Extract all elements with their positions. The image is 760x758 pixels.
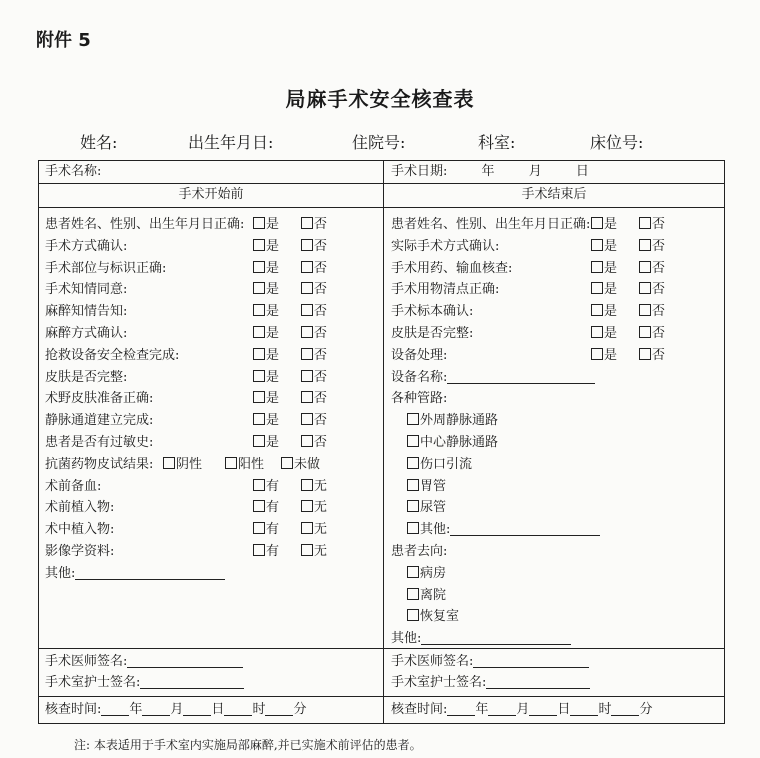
yes-checkbox[interactable] [253, 239, 265, 251]
destination-checkbox[interactable] [407, 566, 419, 578]
surgery-name-label: 手术名称: [45, 164, 102, 179]
before-check-row [45, 366, 379, 386]
option-label: 否 [314, 260, 328, 276]
check-label: 麻醉知情告知: [45, 304, 128, 320]
option-label: 否 [314, 391, 328, 407]
no-checkbox[interactable] [301, 217, 313, 229]
option-label: 有 [266, 544, 280, 559]
yes-checkbox[interactable] [591, 217, 603, 229]
before-check-row [45, 387, 379, 407]
no-option [639, 235, 665, 254]
footnote: 注: 本表适用于手术室内实施局部麻醉,并已实施术前评估的患者。 [74, 738, 422, 752]
before-check-row [45, 235, 379, 255]
have-option [253, 496, 279, 515]
before-surgery-header: 手术开始前 [178, 187, 244, 202]
after-check-row [391, 300, 721, 320]
tube-checkbox[interactable] [407, 435, 419, 447]
no-option [301, 213, 327, 232]
yes-checkbox[interactable] [591, 282, 603, 294]
fill-line[interactable] [447, 382, 595, 384]
after-check-row [391, 235, 721, 255]
no-option [639, 257, 665, 276]
tube-checkbox[interactable] [407, 522, 419, 534]
option-label: 无 [314, 544, 328, 559]
tube-checkbox[interactable] [407, 457, 419, 469]
option-label: 是 [266, 238, 280, 254]
before-havenone-row [45, 540, 379, 560]
yes-option [591, 235, 617, 254]
no-checkbox[interactable] [301, 282, 313, 294]
yes-checkbox[interactable] [253, 304, 265, 316]
none-option [301, 518, 327, 537]
no-option [639, 300, 665, 319]
option-label: 无 [314, 522, 328, 538]
before-check-row [45, 409, 379, 429]
option-label: 否 [314, 326, 328, 341]
no-option [301, 366, 327, 385]
none-checkbox[interactable] [301, 479, 313, 491]
nurse-sign-right: 手术室护士签名: [391, 673, 590, 693]
after-other-row [391, 627, 721, 647]
yes-option [591, 278, 617, 297]
check-time-left: 核查时间: 年 月 日 时 分 [45, 702, 307, 717]
none-checkbox[interactable] [301, 522, 313, 534]
before-other-row [45, 562, 379, 582]
option-label: 否 [652, 282, 666, 298]
check-label: 手术方式确认: [45, 238, 128, 254]
skin-test-row [45, 453, 379, 473]
tube-option-row [391, 409, 721, 429]
yes-checkbox[interactable] [253, 370, 265, 382]
no-checkbox[interactable] [639, 348, 651, 360]
option-label: 阴性 [176, 456, 203, 472]
yes-option [253, 235, 279, 254]
option-label: 是 [604, 326, 618, 341]
yes-checkbox[interactable] [591, 261, 603, 273]
before-check-row [45, 300, 379, 320]
before-check-row [45, 257, 379, 277]
option-label: 是 [266, 413, 280, 429]
no-option [301, 409, 327, 428]
no-checkbox[interactable] [639, 282, 651, 294]
tube-option [407, 453, 472, 472]
no-checkbox[interactable] [639, 239, 651, 251]
option-label: 否 [314, 347, 328, 363]
yes-checkbox[interactable] [253, 413, 265, 425]
no-checkbox[interactable] [301, 435, 313, 447]
device-name-label: 设备名称: [391, 369, 448, 385]
before-check-row [45, 431, 379, 451]
skin-test-option [163, 453, 202, 472]
no-checkbox[interactable] [301, 304, 313, 316]
before-havenone-row [45, 475, 379, 495]
check-label: 麻醉方式确认: [45, 326, 128, 341]
no-checkbox[interactable] [301, 391, 313, 403]
option-label: 有 [266, 500, 280, 516]
option-label: 病房 [420, 565, 447, 581]
skin-test-option [281, 453, 320, 472]
no-checkbox[interactable] [301, 326, 313, 338]
option-label: 否 [314, 217, 328, 232]
before-check-row [45, 344, 379, 364]
yes-checkbox[interactable] [253, 326, 265, 338]
none-option [301, 475, 327, 494]
tube-checkbox[interactable] [407, 413, 419, 425]
yes-checkbox[interactable] [591, 348, 603, 360]
option-label: 是 [266, 260, 280, 276]
option-label: 否 [314, 304, 328, 320]
yes-option [591, 322, 617, 341]
after-other-field[interactable] [391, 627, 571, 646]
yes-option [253, 344, 279, 363]
option-label: 是 [604, 347, 618, 363]
check-label: 术前植入物: [45, 500, 115, 516]
device-name-field[interactable] [391, 366, 595, 385]
destination-option [407, 584, 446, 603]
tube-checkbox[interactable] [407, 500, 419, 512]
yes-option [253, 431, 279, 450]
tube-option [407, 431, 498, 450]
yes-checkbox[interactable] [591, 239, 603, 251]
option-label: 是 [266, 326, 280, 341]
before-havenone-row [45, 518, 379, 538]
destination-option-row [391, 584, 721, 604]
tube-option-row [391, 518, 721, 538]
none-checkbox[interactable] [301, 500, 313, 512]
check-label: 手术用药、输血核查: [391, 260, 513, 276]
before-check-row [45, 278, 379, 298]
none-checkbox[interactable] [301, 544, 313, 556]
option-label: 否 [652, 260, 666, 276]
info-department: 科室: [478, 133, 516, 152]
option-label: 是 [266, 391, 280, 407]
have-checkbox[interactable] [253, 479, 265, 491]
no-checkbox[interactable] [301, 413, 313, 425]
option-label: 阳性 [238, 456, 265, 472]
option-label: 否 [652, 347, 666, 363]
destination-option [407, 562, 446, 581]
check-label: 术前备血: [45, 478, 102, 494]
have-option [253, 540, 279, 559]
fill-line[interactable] [450, 534, 600, 536]
yes-checkbox[interactable] [253, 217, 265, 229]
yes-checkbox[interactable] [253, 391, 265, 403]
no-checkbox[interactable] [639, 304, 651, 316]
option-label: 是 [266, 369, 280, 385]
none-option [301, 496, 327, 515]
yes-option [253, 257, 279, 276]
option-label: 是 [266, 435, 280, 450]
fill-line[interactable] [421, 643, 571, 645]
no-option [639, 322, 665, 341]
have-checkbox[interactable] [253, 544, 265, 556]
checklist-table [38, 160, 725, 724]
tube-option-row [391, 453, 721, 473]
tube-option [407, 475, 446, 494]
no-option [301, 344, 327, 363]
no-checkbox[interactable] [301, 370, 313, 382]
option-label: 其他: [420, 522, 451, 538]
option-label: 未做 [294, 456, 321, 472]
tubes-row [391, 387, 721, 407]
info-birthdate: 出生年月日: [188, 133, 274, 152]
skin-test-checkbox[interactable] [163, 457, 175, 469]
tube-option-row [391, 431, 721, 451]
option-label: 是 [604, 260, 618, 276]
option-label: 离院 [420, 587, 447, 603]
no-option [301, 278, 327, 297]
check-label: 静脉通道建立完成: [45, 413, 154, 429]
skin-test-label: 抗菌药物皮试结果: [45, 456, 154, 472]
info-name: 姓名: [80, 133, 118, 152]
check-label: 患者是否有过敏史: [45, 435, 154, 450]
nurse-sign-left: 手术室护士签名: [45, 673, 244, 693]
no-checkbox[interactable] [301, 261, 313, 273]
no-option [301, 322, 327, 341]
check-label: 抢救设备安全检查完成: [45, 347, 180, 363]
check-label: 手术标本确认: [391, 304, 474, 320]
tube-checkbox[interactable] [407, 479, 419, 491]
after-check-row [391, 344, 721, 364]
no-option [301, 235, 327, 254]
have-checkbox[interactable] [253, 500, 265, 512]
no-checkbox[interactable] [301, 239, 313, 251]
after-surgery-header: 手术结束后 [521, 187, 587, 202]
option-label: 否 [652, 238, 666, 254]
yes-option [591, 300, 617, 319]
info-admission-no: 住院号: [352, 133, 406, 152]
option-label: 否 [314, 413, 328, 429]
yes-option [591, 257, 617, 276]
destination-checkbox[interactable] [407, 588, 419, 600]
have-checkbox[interactable] [253, 522, 265, 534]
option-label: 有 [266, 478, 280, 494]
yes-checkbox[interactable] [253, 282, 265, 294]
other-label: 其他: [391, 631, 422, 647]
yes-checkbox[interactable] [253, 348, 265, 360]
option-label: 是 [604, 282, 618, 298]
option-label: 尿管 [420, 500, 447, 516]
skin-test-option [225, 453, 264, 472]
yes-checkbox[interactable] [253, 435, 265, 447]
tube-option [407, 496, 446, 515]
check-label: 患者姓名、性别、出生年月日正确: [391, 217, 591, 232]
yes-option [253, 213, 279, 232]
option-label: 否 [314, 238, 328, 254]
option-label: 否 [314, 282, 328, 298]
yes-checkbox[interactable] [591, 304, 603, 316]
option-label: 否 [314, 435, 328, 450]
after-check-row [391, 213, 721, 233]
tube-option [407, 409, 498, 428]
no-option [301, 387, 327, 406]
have-option [253, 518, 279, 537]
surgeon-sign-right: 手术医师签名: [391, 652, 589, 672]
yes-option [253, 366, 279, 385]
before-check-row [45, 213, 379, 233]
yes-option [253, 300, 279, 319]
attachment-label: 附件 5 [36, 30, 91, 51]
have-option [253, 475, 279, 494]
after-check-row [391, 278, 721, 298]
surgery-date: 手术日期: 年 月 日 [391, 164, 589, 179]
after-check-row [391, 257, 721, 277]
form-title: 局麻手术安全核查表 [285, 87, 475, 111]
destination-option-row [391, 562, 721, 582]
option-label: 有 [266, 522, 280, 538]
option-label: 中心静脉通路 [420, 435, 499, 450]
tube-option-row [391, 496, 721, 516]
check-label: 皮肤是否完整: [391, 326, 474, 341]
no-checkbox[interactable] [639, 326, 651, 338]
none-option [301, 540, 327, 559]
check-label: 手术部位与标识正确: [45, 260, 167, 276]
skin-test-checkbox[interactable] [281, 457, 293, 469]
no-option [639, 213, 665, 232]
check-label: 手术用物清点正确: [391, 282, 500, 298]
no-option [301, 257, 327, 276]
no-option [301, 431, 327, 450]
yes-checkbox[interactable] [591, 326, 603, 338]
option-label: 是 [266, 304, 280, 320]
no-checkbox[interactable] [301, 348, 313, 360]
surgeon-sign-left: 手术医师签名: [45, 652, 243, 672]
other-label: 其他: [45, 565, 76, 581]
destination-checkbox[interactable] [407, 609, 419, 621]
yes-option [253, 322, 279, 341]
before-other-field[interactable] [45, 562, 225, 581]
yes-option [591, 213, 617, 232]
yes-checkbox[interactable] [253, 261, 265, 273]
fill-line[interactable] [75, 578, 225, 580]
yes-option [253, 278, 279, 297]
option-label: 无 [314, 478, 328, 494]
option-label: 是 [604, 304, 618, 320]
no-option [301, 300, 327, 319]
destination-row [391, 540, 721, 560]
no-option [639, 278, 665, 297]
check-label: 手术知情同意: [45, 282, 128, 298]
check-label: 影像学资料: [45, 544, 115, 559]
option-label: 是 [266, 282, 280, 298]
no-option [639, 344, 665, 363]
check-time-right: 核查时间: 年 月 日 时 分 [391, 702, 653, 717]
skin-test-checkbox[interactable] [225, 457, 237, 469]
option-label: 是 [266, 347, 280, 363]
no-checkbox[interactable] [639, 261, 651, 273]
option-label: 外周静脉通路 [420, 413, 499, 429]
check-label: 皮肤是否完整: [45, 369, 128, 385]
check-label: 术野皮肤准备正确: [45, 391, 154, 407]
info-bed-no: 床位号: [590, 133, 644, 152]
device-name-row [391, 366, 721, 386]
tube-option-row [391, 475, 721, 495]
yes-option [253, 409, 279, 428]
destination-option [407, 605, 459, 624]
option-label: 是 [604, 238, 618, 254]
option-label: 否 [652, 326, 666, 341]
option-label: 否 [314, 369, 328, 385]
option-label: 是 [604, 217, 618, 232]
option-label: 否 [652, 304, 666, 320]
destination-option-row [391, 605, 721, 625]
option-label: 恢复室 [420, 609, 460, 625]
option-label: 否 [652, 217, 666, 232]
option-label: 无 [314, 500, 328, 516]
check-label: 设备处理: [391, 347, 448, 363]
option-label: 是 [266, 217, 280, 232]
after-check-row [391, 322, 721, 342]
destination-label: 患者去向: [391, 544, 448, 559]
option-label: 胃管 [420, 478, 447, 494]
check-label: 患者姓名、性别、出生年月日正确: [45, 217, 245, 232]
before-check-row [45, 322, 379, 342]
check-label: 术中植入物: [45, 522, 115, 538]
before-havenone-row [45, 496, 379, 516]
no-checkbox[interactable] [639, 217, 651, 229]
tube-option [407, 518, 600, 537]
check-label: 实际手术方式确认: [391, 238, 500, 254]
yes-option [253, 387, 279, 406]
tubes-label: 各种管路: [391, 391, 448, 407]
option-label: 伤口引流 [420, 456, 473, 472]
yes-option [591, 344, 617, 363]
